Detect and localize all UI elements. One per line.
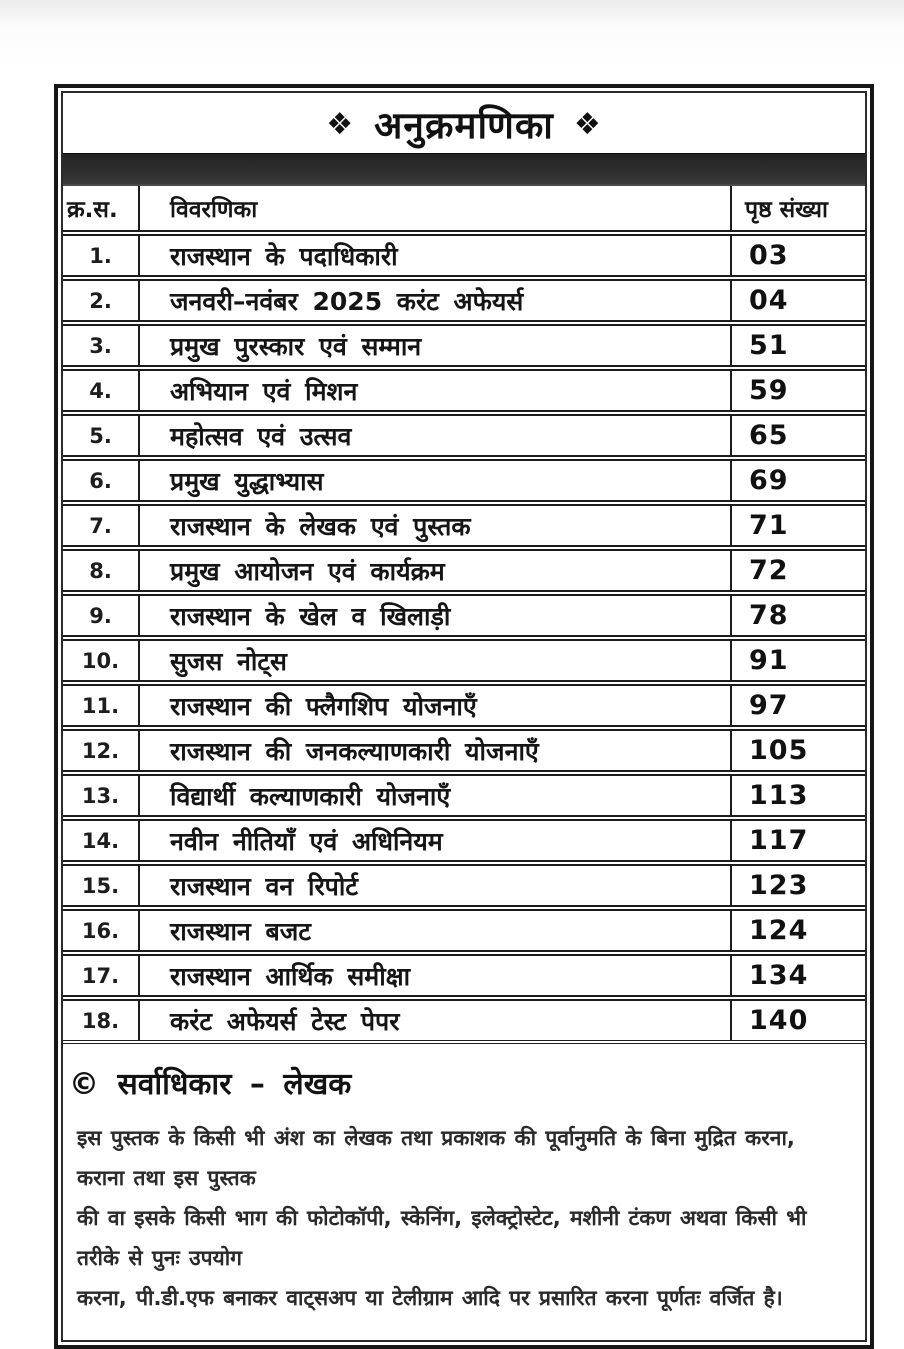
row-page: 124 [731,908,865,953]
row-serial: 11. [63,683,139,728]
table-row [63,323,865,368]
table-row [63,728,865,773]
row-title: विद्यार्थी कल्याणकारी योजनाएँ [139,773,731,818]
row-page: 72 [731,548,865,593]
table-row [63,548,865,593]
toc-table-head [63,186,865,233]
column-header-serial: क्र.स. [63,186,139,233]
table-row [63,998,865,1042]
table-row [63,413,865,458]
header-row [63,186,865,233]
row-title: प्रमुख युद्धाभ्यास [139,458,731,503]
row-title: सुजस नोट्स [139,638,731,683]
row-serial: 12. [63,728,139,773]
copyright-heading: © सर्वाधिकार – लेखक [69,1067,352,1102]
row-title: राजस्थान के लेखक एवं पुस्तक [139,503,731,548]
table-row [63,593,865,638]
row-page: 134 [731,953,865,998]
row-page: 91 [731,638,865,683]
diamond-ornament-icon: ❖ [573,106,602,142]
row-serial: 17. [63,953,139,998]
row-page: 117 [731,818,865,863]
page-title-bar [63,93,865,153]
row-title: महोत्सव एवं उत्सव [139,413,731,458]
row-serial: 7. [63,503,139,548]
table-row [63,233,865,278]
row-serial: 1. [63,233,139,278]
content-frame-inner [61,91,867,1342]
row-page: 140 [731,998,865,1042]
row-serial: 6. [63,458,139,503]
row-page: 105 [731,728,865,773]
row-serial: 5. [63,413,139,458]
table-row [63,368,865,413]
row-serial: 9. [63,593,139,638]
row-page: 97 [731,683,865,728]
table-row [63,908,865,953]
column-header-page: पृष्ठ संख्या [731,186,865,233]
row-serial: 16. [63,908,139,953]
row-title: प्रमुख पुरस्कार एवं सम्मान [139,323,731,368]
row-page: 59 [731,368,865,413]
copyright-line: की वा इसके किसी भाग की फोटोकॉपी, स्केनिंग, इलेक्ट्रोस्टेट, मशीनी टंकण अथवा किसी भी तरीके से पुनः उपयोग [77,1205,807,1270]
table-row [63,503,865,548]
table-of-contents [63,186,865,1044]
row-serial: 8. [63,548,139,593]
row-page: 65 [731,413,865,458]
row-page: 71 [731,503,865,548]
row-title: राजस्थान के खेल व खिलाड़ी [139,593,731,638]
row-serial: 13. [63,773,139,818]
copyright-section [63,1044,865,1340]
copyright-line: इस पुस्तक के किसी भी अंश का लेखक तथा प्रकाशक की पूर्वानुमति के बिना मुद्रित करना, कराना तथा इस पुस्तक [77,1126,795,1190]
row-title: राजस्थान की फ्लैगशिप योजनाएँ [139,683,731,728]
row-title: करंट अफेयर्स टेस्ट पेपर [139,998,731,1042]
row-title: राजस्थान की जनकल्याणकारी योजनाएँ [139,728,731,773]
row-page: 51 [731,323,865,368]
content-frame-outer [54,84,874,1349]
row-page: 113 [731,773,865,818]
toc-table-body [63,233,865,1042]
row-serial: 10. [63,638,139,683]
row-page: 123 [731,863,865,908]
row-serial: 15. [63,863,139,908]
row-serial: 3. [63,323,139,368]
table-row [63,458,865,503]
copyright-paragraph [69,1119,853,1318]
row-title: अभियान एवं मिशन [139,368,731,413]
row-title: राजस्थान आर्थिक समीक्षा [139,953,731,998]
row-title: राजस्थान बजट [139,908,731,953]
page-title: अनुक्रमणिका [374,103,554,147]
row-page: 69 [731,458,865,503]
row-title: राजस्थान के पदाधिकारी [139,233,731,278]
row-serial: 4. [63,368,139,413]
row-page: 78 [731,593,865,638]
table-row [63,773,865,818]
diamond-ornament-icon: ❖ [326,106,355,142]
row-page: 04 [731,278,865,323]
row-page: 03 [731,233,865,278]
row-title: नवीन नीतियाँ एवं अधिनियम [139,818,731,863]
table-row [63,638,865,683]
table-row [63,818,865,863]
row-title: राजस्थान वन रिपोर्ट [139,863,731,908]
copyright-line: करना, पी.डी.एफ बनाकर वाट्सअप या टेलीग्राम आदि पर प्रसारित करना पूर्णतः वर्जित है। [77,1285,783,1310]
row-title: जनवरी–नवंबर 2025 करंट अफेयर्स [139,278,731,323]
divider-band [63,153,865,186]
row-serial: 14. [63,818,139,863]
table-row [63,683,865,728]
table-row [63,278,865,323]
table-row [63,863,865,908]
table-row [63,953,865,998]
row-serial: 2. [63,278,139,323]
column-header-description: विवरणिका [139,186,731,233]
row-serial: 18. [63,998,139,1042]
row-title: प्रमुख आयोजन एवं कार्यक्रम [139,548,731,593]
